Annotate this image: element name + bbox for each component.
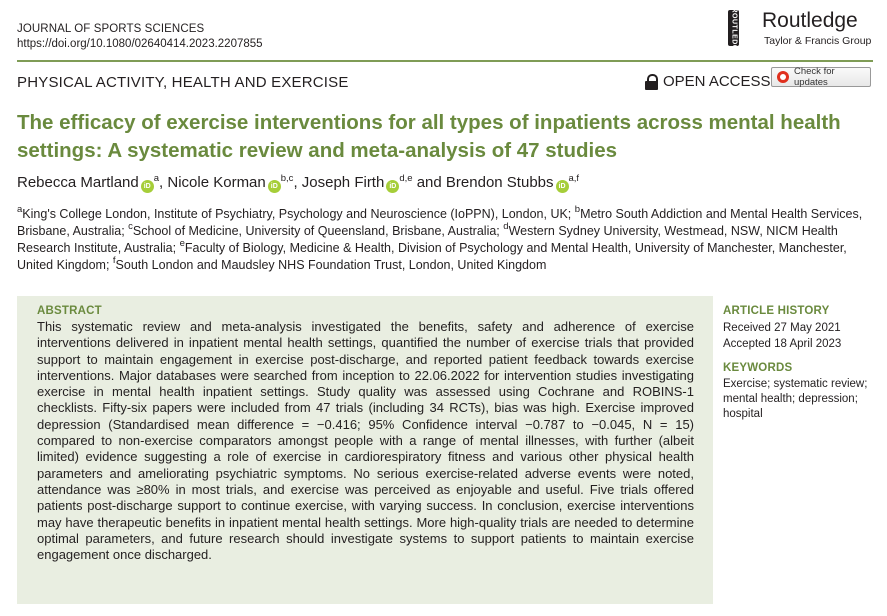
accepted-date: Accepted 18 April 2023	[723, 338, 842, 350]
check-for-updates-label: Check for updates	[794, 66, 835, 88]
author-name[interactable]: Brendon Stubbs	[445, 174, 554, 191]
author-affil-sup: a	[153, 173, 160, 184]
header-divider	[17, 60, 873, 62]
keywords-heading: KEYWORDS	[723, 362, 793, 374]
author-name[interactable]: Rebecca Martland	[17, 174, 139, 191]
publisher-subtitle: Taylor & Francis Group	[764, 35, 872, 47]
routledge-mark-icon: ROUTLEDGE	[728, 10, 739, 46]
affil-sup: d	[503, 221, 509, 232]
publisher-name: Routledge	[762, 9, 858, 32]
open-lock-icon	[645, 74, 658, 90]
author-name[interactable]: Nicole Korman	[167, 174, 266, 191]
affiliation: South London and Maudsley NHS Foundation Trust, London, United Kingdom	[115, 258, 547, 272]
orcid-icon[interactable]: iD	[141, 180, 154, 193]
author-affil-sup: d,e	[399, 173, 413, 184]
affil-sup: f	[112, 255, 116, 266]
check-for-updates-button[interactable]	[771, 67, 871, 87]
article-history-heading: ARTICLE HISTORY	[723, 305, 830, 317]
crossmark-icon	[777, 71, 789, 83]
affil-sup: c	[128, 221, 133, 232]
author-separator: ,	[293, 174, 302, 191]
author-name[interactable]: Joseph Firth	[301, 174, 385, 191]
received-date: Received 27 May 2021	[723, 322, 841, 334]
doi-link[interactable]: https://doi.org/10.1080/02640414.2023.2207855	[17, 38, 263, 50]
affil-sup: e	[179, 238, 185, 249]
author-separator: ,	[159, 174, 168, 191]
keywords-list: Exercise; systematic review; mental health; depression; hospital	[723, 378, 868, 420]
orcid-icon[interactable]: iD	[556, 180, 569, 193]
affil-sup: b	[574, 204, 581, 215]
author-list	[17, 173, 579, 193]
affiliation: School of Medicine, University of Queensland, Brisbane, Australia;	[132, 224, 504, 238]
open-access-badge	[645, 73, 771, 91]
section-label: PHYSICAL ACTIVITY, HEALTH AND EXERCISE	[17, 74, 349, 91]
author-separator: and	[412, 174, 446, 191]
author-affil-sup: b,c	[280, 173, 294, 184]
affiliation: King's College London, Institute of Psychiatry, Psychology and Neuroscience (IoPPN), London, UK;	[22, 207, 575, 221]
affil-sup: a	[17, 204, 23, 215]
affiliations	[17, 206, 879, 274]
author-affil-sup: a,f	[568, 173, 580, 184]
open-access-label: OPEN ACCESS	[663, 73, 771, 90]
orcid-icon[interactable]: iD	[268, 180, 281, 193]
affiliation: Faculty of Biology, Medicine & Health, Division of Psychology and Mental Health, University of Manchester, Manchester, United Kingdom;	[17, 241, 847, 272]
orcid-icon[interactable]: iD	[386, 180, 399, 193]
publisher-logo	[728, 7, 878, 56]
abstract-text: This systematic review and meta-analysis investigated the benefits, safety and adherence of exercise interventions delivered in inpatient mental health settings, quantified the number of exercise trials that provided support to maintain engagement in exercise post-discharge, and reported patient feedback towards exercise interventions. Major databases were searched from inception to 22.06.2022 for intervention studies investigating exercise in mental health inpatient settings. Study quality was assessed using Cochrane and ROBINS-1 checklists. Fifty-six papers were included from 47 trials (including 34 RCTs), bias was high. Exercise improved depression (Standardised mean difference = −0.416; 95% Confidence interval −0.787 to −0.045, N = 15) compared to non-exercise comparators amongst people with a range of mental illnesses, with further (albeit limited) evidence suggesting a role of exercise in cardiorespiratory fitness and various other physical health parameters and ameliorating psychiatric symptoms. No serious exercise-related adverse events were noted, attendance was ≥80% in most trials, and exercise was perceived as enjoyable and useful. Five trials offered patients post-discharge support to continue exercise, with varying success. In conclusion, exercise interventions may have therapeutic benefits in inpatient mental health settings. More high-quality trials are needed to determine optimal parameters, and future research should investigate systems to support patients to maintain exercise engagement once discharged.	[37, 319, 694, 563]
affiliation: Metro South Addiction and Mental Health Services, Brisbane, Australia;	[17, 207, 863, 238]
journal-name: JOURNAL OF SPORTS SCIENCES	[17, 23, 205, 35]
abstract-heading: ABSTRACT	[37, 305, 102, 317]
affiliation: Western Sydney University, Westmead, NSW, NICM Health Research Institute, Australia;	[17, 224, 838, 255]
article-title: The efficacy of exercise interventions for all types of inpatients across mental health settings: A systematic review and meta-analysis of 47 studies	[17, 111, 841, 162]
